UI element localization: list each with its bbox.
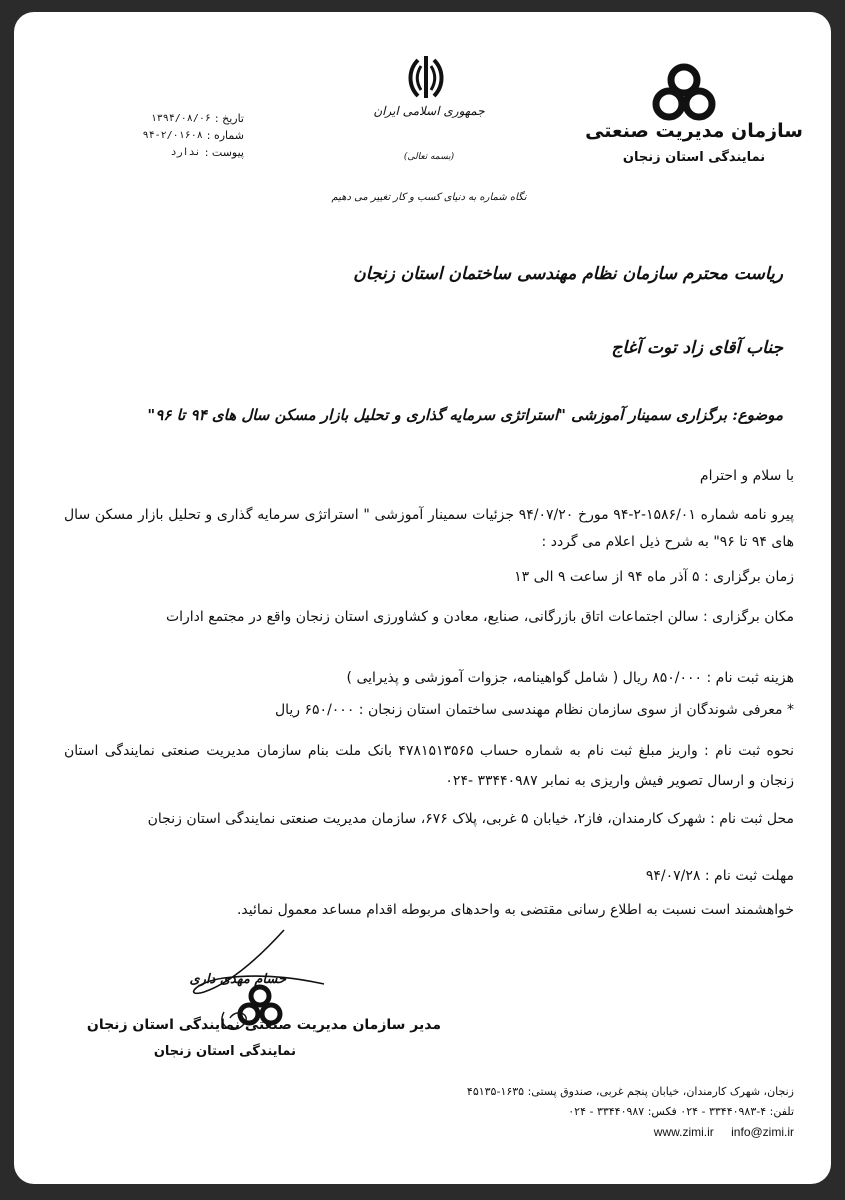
website-link[interactable]: www.zimi.ir bbox=[653, 1125, 714, 1139]
letter-meta bbox=[74, 110, 244, 161]
bismillah: (بسمه تعالی) bbox=[403, 152, 455, 162]
republic-title: جمهوری اسلامی ایران bbox=[373, 104, 485, 118]
org-name: سازمان مدیریت صنعتی bbox=[585, 120, 803, 142]
intro-paragraph: پیرو نامه شماره ۱۵۸۶/۰۱-۲-۹۴ مورخ ۹۴/۰۷/۲۰ جزئیات سمینار آموزشی " استراتژی سرمایه گذاری و تحلیل بازار مسکن سال های ۹۴ تا ۹۶" به شرح ذیل اعلام می گردد : bbox=[64, 507, 794, 550]
registration-location: محل ثبت نام : شهرک کارمندان، فاز۲، خیابان ۵ غربی، پلاک ۶۷۶، سازمان مدیریت صنعتی نمایندگی استان زنجان bbox=[147, 811, 794, 827]
greeting: با سلام و احترام bbox=[699, 468, 794, 484]
event-time: زمان برگزاری : ۵ آذر ماه ۹۴ از ساعت ۹ الی ۱۳ bbox=[514, 569, 794, 585]
registration-method: نحوه ثبت نام : واریز مبلغ ثبت نام به شماره حساب ۴۷۸۱۵۱۳۵۶۵ بانک ملت بنام سازمان مدیریت صنعتی نمایندگی استان زنجان و ارسال تصویر فیش واریزی به نمابر ۳۳۴۴۰۹۸۷ -۰۲۴ bbox=[64, 743, 794, 789]
footer-phone: تلفن: ۴-۳۳۴۴۰۹۸۳ - ۰۲۴ فکس: ۳۳۴۴۰۹۸۷ - ۰۲۴ bbox=[568, 1105, 794, 1118]
signer-title: مدیر سازمان مدیریت صنعتی نمایندگی استان زنجان bbox=[86, 1017, 441, 1033]
footer-address: زنجان، شهرک کارمندان، خیابان پنجم غربی، صندوق پستی: ۱۶۳۵-۴۵۱۳۵ bbox=[466, 1085, 794, 1098]
footer bbox=[374, 1082, 794, 1142]
signer-name: حسام مهدی داری bbox=[189, 972, 286, 987]
meta-attachment: پیوست : ندارد bbox=[170, 146, 244, 159]
letter-page bbox=[14, 12, 831, 1184]
attention-line: جناب آقای زاد توت آغاج bbox=[611, 338, 783, 358]
closing-request: خواهشمند است نسبت به اطلاع رسانی مقتضی به واحدهای مربوطه اقدام مساعد معمول نمائید. bbox=[236, 902, 794, 918]
email-link[interactable]: info@zimi.ir bbox=[731, 1125, 794, 1139]
org-branch: نمایندگی استان زنجان bbox=[622, 150, 766, 165]
stamp-text: نمایندگی استان زنجان bbox=[153, 1044, 296, 1059]
org-logo-icon bbox=[652, 62, 716, 122]
emblem-icon bbox=[404, 52, 448, 102]
slogan: نگاه شماره به دنیای کسب و کار تغییر می دهیم bbox=[331, 192, 527, 203]
registration-deadline: مهلت ثبت نام : ۹۴/۰۷/۲۸ bbox=[645, 868, 794, 884]
meta-date: تاریخ : ۱۳۹۴/۰۸/۰۶ bbox=[150, 112, 244, 125]
member-fee: * معرفی شوندگان از سوی سازمان نظام مهندسی ساختمان استان زنجان : ۶۵۰/۰۰۰ ریال bbox=[274, 702, 794, 718]
event-place: مکان برگزاری : سالن اجتماعات اتاق بازرگانی، صنایع، معادن و کشاورزی استان زنجان واقع در مجتمع ادارات bbox=[165, 609, 794, 625]
subject-line: موضوع: برگزاری سمینار آموزشی "استراتژی سرمایه گذاری و تحلیل بازار مسکن سال های ۹۴ تا ۹۶" bbox=[147, 406, 783, 424]
addressee: ریاست محترم سازمان نظام مهندسی ساختمان استان زنجان bbox=[353, 264, 783, 284]
registration-fee: هزینه ثبت نام : ۸۵۰/۰۰۰ ریال ( شامل گواهینامه، جزوات آموزشی و پذیرایی ) bbox=[346, 670, 794, 686]
meta-number: شماره : ۹۴-۲/۰۱۶۰۸ bbox=[142, 129, 244, 142]
footer-web bbox=[374, 1122, 794, 1142]
